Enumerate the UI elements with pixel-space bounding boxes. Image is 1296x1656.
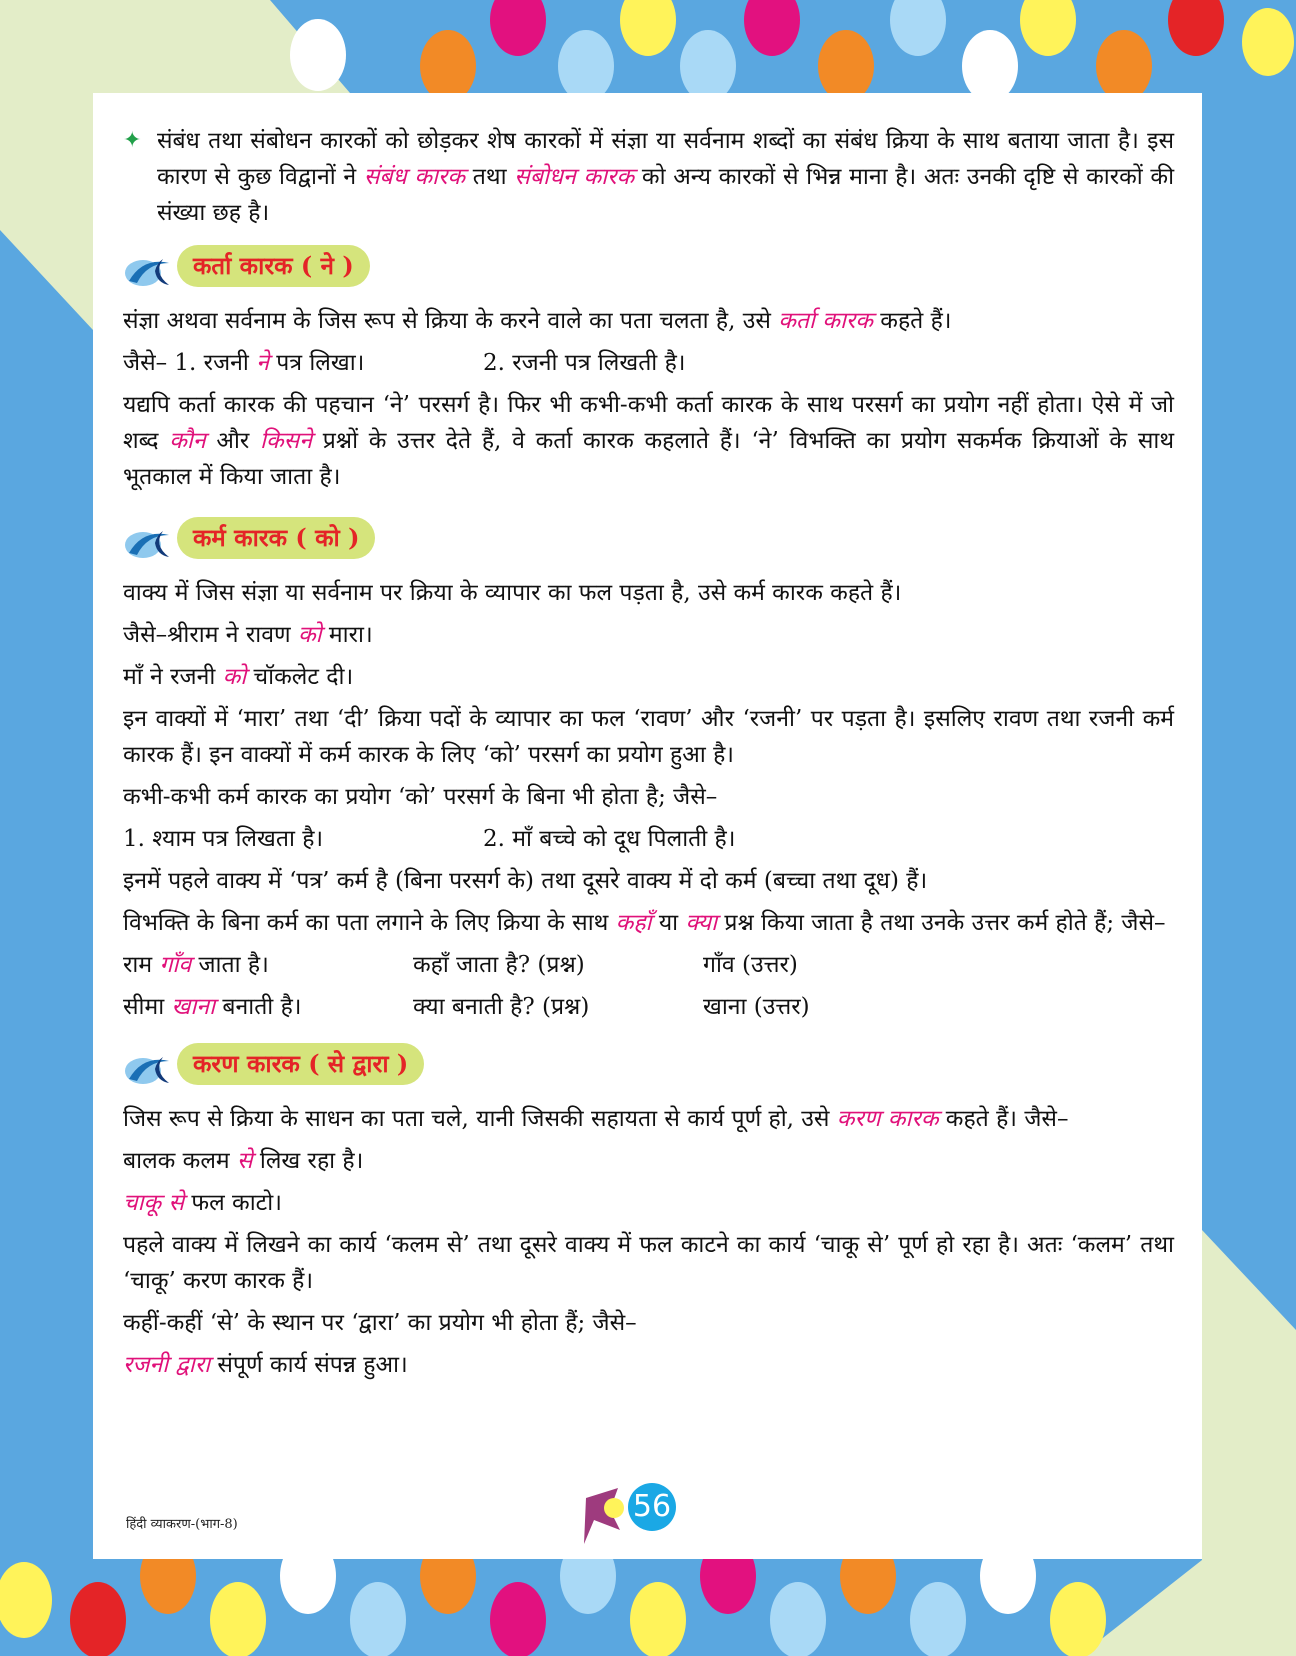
karm-example-3: 1. श्याम पत्र लिखता है। bbox=[123, 826, 324, 852]
karm-t2-sentence bbox=[123, 989, 413, 1025]
karan-ex3-b: संपूर्ण कार्य संपन्न हुआ। bbox=[217, 1352, 408, 1378]
swoosh-icon bbox=[123, 527, 185, 561]
bullet-highlight-1: संबंध कारक bbox=[363, 164, 466, 190]
karan-example-1 bbox=[123, 1143, 1174, 1179]
karta-examples bbox=[123, 345, 1174, 381]
bullet-mid: तथा bbox=[472, 164, 507, 190]
karta-example-1 bbox=[123, 345, 483, 381]
karta-exp-text: यद्यपि कर्ता कारक की पहचान ‘ने’ परसर्ग है। फिर भी कभी-कभी कर्ता कारक के साथ परसर्ग का प्रयोग नहीं होता। ऐसे में जो शब्द bbox=[123, 392, 1174, 454]
karta-ex1-prefix: जैसे– 1. रजनी bbox=[123, 350, 249, 376]
swoosh-icon bbox=[123, 1053, 185, 1087]
star-bullet-icon: ✦ bbox=[123, 128, 142, 153]
karan-ex1-a: बालक कलम bbox=[123, 1148, 230, 1174]
karm-table-row-2 bbox=[123, 989, 1174, 1025]
karm-t1-highlight: गाँव bbox=[159, 952, 192, 978]
karm-explanation: इन वाक्यों में ‘मारा’ तथा ‘दी’ क्रिया पदों के व्यापार का फल ‘रावण’ और ‘रजनी’ पर पड़ता है। इसलिए रावण तथा रजनी कर्म कारक हैं। इन वाक्यों में कर्म कारक के लिए ‘को’ परसर्ग का प्रयोग हुआ है। bbox=[123, 706, 1174, 768]
karm-t2-answer: खाना (उत्तर) bbox=[703, 994, 810, 1020]
karm-rule-text: विभक्ति के बिना कर्म का पता लगाने के लिए क्रिया के साथ bbox=[123, 910, 609, 936]
karm-t1-b: जाता है। bbox=[198, 952, 269, 978]
bullet-text: संबंध तथा संबोधन कारकों को छोड़कर शेष कारकों में संज्ञा या सर्वनाम शब्दों का संबंध क्रिया के साथ बताया जाता है। इस कारण से कुछ विद्वानों ने bbox=[157, 128, 1174, 190]
karan-ex2-b: फल काटो। bbox=[191, 1190, 282, 1216]
karta-explanation bbox=[123, 387, 1174, 495]
karm-rule-highlight-1: कहाँ bbox=[615, 910, 652, 936]
section-title-karan: करण कारक ( से द्वारा ) bbox=[177, 1043, 424, 1085]
karta-ex1-rest: पत्र लिखा। bbox=[276, 350, 365, 376]
section-heading-karm bbox=[123, 517, 1174, 565]
karta-exp-mid: और bbox=[216, 428, 250, 454]
karm-t1-a: राम bbox=[123, 952, 153, 978]
karta-ex1-highlight: ने bbox=[256, 350, 269, 376]
karm-t2-b: बनाती है। bbox=[222, 994, 302, 1020]
karta-exp-highlight-2: किसने bbox=[260, 428, 312, 454]
karm-definition: वाक्य में जिस संज्ञा या सर्वनाम पर क्रिया के व्यापार का फल पड़ता है, उसे कर्म कारक कहते हैं। bbox=[123, 580, 902, 606]
karan-def-highlight: करण कारक bbox=[836, 1106, 939, 1132]
text-page bbox=[93, 93, 1202, 1559]
intro-bullet bbox=[123, 123, 1174, 231]
swoosh-icon bbox=[123, 255, 185, 289]
karan-ex1-highlight: से bbox=[236, 1148, 253, 1174]
karm-t1-sentence bbox=[123, 947, 413, 983]
karm-ex1-b: मारा। bbox=[328, 622, 373, 648]
karan-def-text: जिस रूप से क्रिया के साधन का पता चले, यानी जिसकी सहायता से कार्य पूर्ण हो, उसे bbox=[123, 1106, 830, 1132]
karm-note: कभी-कभी कर्म कारक का प्रयोग ‘को’ परसर्ग के बिना भी होता है; जैसे– bbox=[123, 784, 718, 810]
karm-example-2 bbox=[123, 659, 1174, 695]
karm-ex1-highlight: को bbox=[297, 622, 322, 648]
karan-note: कहीं-कहीं ‘से’ के स्थान पर ‘द्वारा’ का प्रयोग भी होता हैं; जैसे– bbox=[123, 1310, 637, 1336]
karm-rule-end: प्रश्न किया जाता है तथा उनके उत्तर कर्म होते हैं; जैसे– bbox=[724, 910, 1166, 936]
karm-t2-question: क्या बनाती है? (प्रश्न) bbox=[413, 994, 590, 1020]
bullet-highlight-2: संबोधन कारक bbox=[514, 164, 635, 190]
karta-def-text: संज्ञा अथवा सर्वनाम के जिस रूप से क्रिया के करने वाले का पता चलता है, उसे bbox=[123, 308, 771, 334]
section-title-karta: कर्ता कारक ( ने ) bbox=[177, 245, 370, 287]
karm-analysis: इनमें पहले वाक्य में ‘पत्र’ कर्म है (बिना परसर्ग के) तथा दूसरे वाक्य में दो कर्म (बच्चा तथा दूध) हैं। bbox=[123, 868, 928, 894]
karta-def-highlight: कर्ता कारक bbox=[778, 308, 873, 334]
karm-ex2-highlight: को bbox=[222, 664, 247, 690]
karm-t1-answer: गाँव (उत्तर) bbox=[703, 952, 798, 978]
karan-ex2-highlight: चाकू से bbox=[123, 1190, 185, 1216]
karan-example-2 bbox=[123, 1185, 1174, 1221]
page-number: 56 bbox=[628, 1483, 676, 1531]
karm-t2-a: सीमा bbox=[123, 994, 165, 1020]
page-flag-icon bbox=[580, 1486, 626, 1546]
karm-examples-row bbox=[123, 821, 1174, 857]
karta-def-end: कहते हैं। bbox=[880, 308, 952, 334]
karm-example-1 bbox=[123, 617, 1174, 653]
karta-exp-highlight-1: कौन bbox=[169, 428, 206, 454]
karm-example-4: 2. माँ बच्चे को दूध पिलाती है। bbox=[483, 826, 736, 852]
bullet-end: को अन्य कारकों से भिन्न माना है। अतः उनकी दृष्टि से कारकों की संख्या छह है। bbox=[157, 164, 1175, 226]
karan-example-3 bbox=[123, 1347, 1174, 1383]
karm-rule-mid: या bbox=[658, 910, 679, 936]
section-title-karm: कर्म कारक ( को ) bbox=[177, 517, 375, 559]
karan-definition bbox=[123, 1101, 1174, 1137]
karm-ex2-a: माँ ने रजनी bbox=[123, 664, 216, 690]
karm-rule-highlight-2: क्या bbox=[685, 910, 718, 936]
karan-def-end: कहते हैं। जैसे– bbox=[945, 1106, 1069, 1132]
karta-example-2: 2. रजनी पत्र लिखती है। bbox=[483, 350, 686, 376]
karm-ex1-a: जैसे–श्रीराम ने रावण bbox=[123, 622, 291, 648]
book-title: हिंदी व्याकरण-(भाग-8) bbox=[126, 1517, 238, 1532]
karan-ex1-b: लिख रहा है। bbox=[259, 1148, 364, 1174]
page-content bbox=[123, 123, 1174, 1389]
karm-table-row-1 bbox=[123, 947, 1174, 983]
karan-explanation: पहले वाक्य में लिखने का कार्य ‘कलम से’ तथा दूसरे वाक्य में फल काटने का कार्य ‘चाकू से’ पूर्ण हो रहा है। अतः ‘कलम’ तथा ‘चाकू’ करण कारक हैं। bbox=[123, 1232, 1174, 1294]
section-heading-karta bbox=[123, 245, 1174, 293]
karm-question-rule bbox=[123, 905, 1174, 941]
karta-exp-end: प्रश्नों के उत्तर देते हैं, वे कर्ता कारक कहलाते हैं। ‘ने’ विभक्ति का प्रयोग सकर्मक क्रियाओं के साथ भूतकाल में किया जाता है। bbox=[123, 428, 1175, 490]
karan-ex3-highlight: रजनी द्वारा bbox=[123, 1352, 211, 1378]
karm-t2-highlight: खाना bbox=[171, 994, 216, 1020]
section-heading-karan bbox=[123, 1043, 1174, 1091]
karm-ex2-b: चॉकलेट दी। bbox=[253, 664, 354, 690]
karta-definition bbox=[123, 303, 1174, 339]
karm-t1-question: कहाँ जाता है? (प्रश्न) bbox=[413, 952, 585, 978]
